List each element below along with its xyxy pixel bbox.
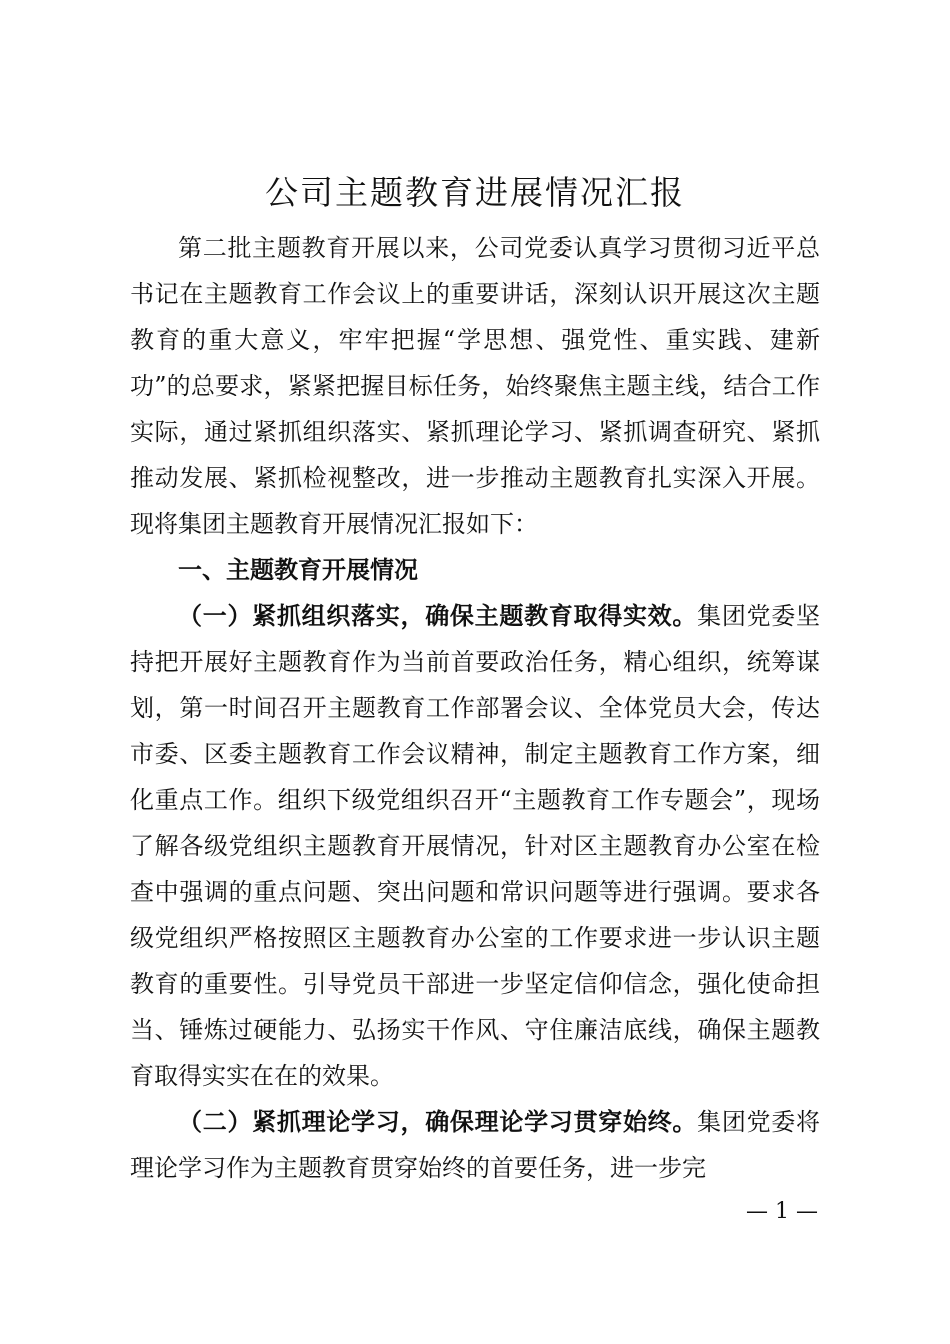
document-title: 公司主题教育进展情况汇报 [265, 173, 685, 212]
intro-paragraph: 第二批主题教育开展以来，公司党委认真学习贯彻习近平总书记在主题教育工作会议上的重要讲话，深刻认识开展这次主题教育的重大意义，牢牢把握“学思想、强党性、重实践、建新功”的总要求，紧紧把握目标任务，始终聚焦主题主线，结合工作实际，通过紧抓组织落实、紧抓理论学习、紧抓调查研究、紧抓推动发展、紧抓检视整改，进一步推动主题教育扎实深入开展。现将集团主题教育开展情况汇报如下： [130, 234, 820, 538]
paragraph-2-body: 集团党委将理论学习作为主题教育贯穿始终的首要任务，进一步完 [130, 1108, 821, 1182]
paragraph-2-lead: （二）紧抓理论学习，确保理论学习贯穿始终。 [178, 1107, 698, 1136]
section-heading: 一、主题教育开展情况 [178, 556, 418, 584]
paragraph-1 [130, 593, 820, 1099]
paragraph-1-lead: （一）紧抓组织落实，确保主题教育取得实效。 [178, 601, 698, 630]
paragraph-2 [130, 1099, 820, 1191]
paragraph-1-body: 集团党委坚持把开展好主题教育作为当前首要政治任务，精心组织，统筹谋划，第一时间召开主题教育工作部署会议、全体党员大会，传达市委、区委主题教育工作会议精神，制定主题教育工作方案，细化重点工作。组织下级党组织召开“主题教育工作专题会”，现场了解各级党组织主题教育开展情况，针对区主题教育办公室在检查中强调的重点问题、突出问题和常识问题等进行强调。要求各级党组织严格按照区主题教育办公室的工作要求进一步认识主题教育的重要性。引导党员干部进一步坚定信仰信念，强化使命担当、锤炼过硬能力、弘扬实干作风、守住廉洁底线，确保主题教育取得实实在在的效果。 [130, 602, 821, 1090]
page-number: — 1 — [746, 1199, 818, 1224]
document-body [130, 225, 820, 1191]
